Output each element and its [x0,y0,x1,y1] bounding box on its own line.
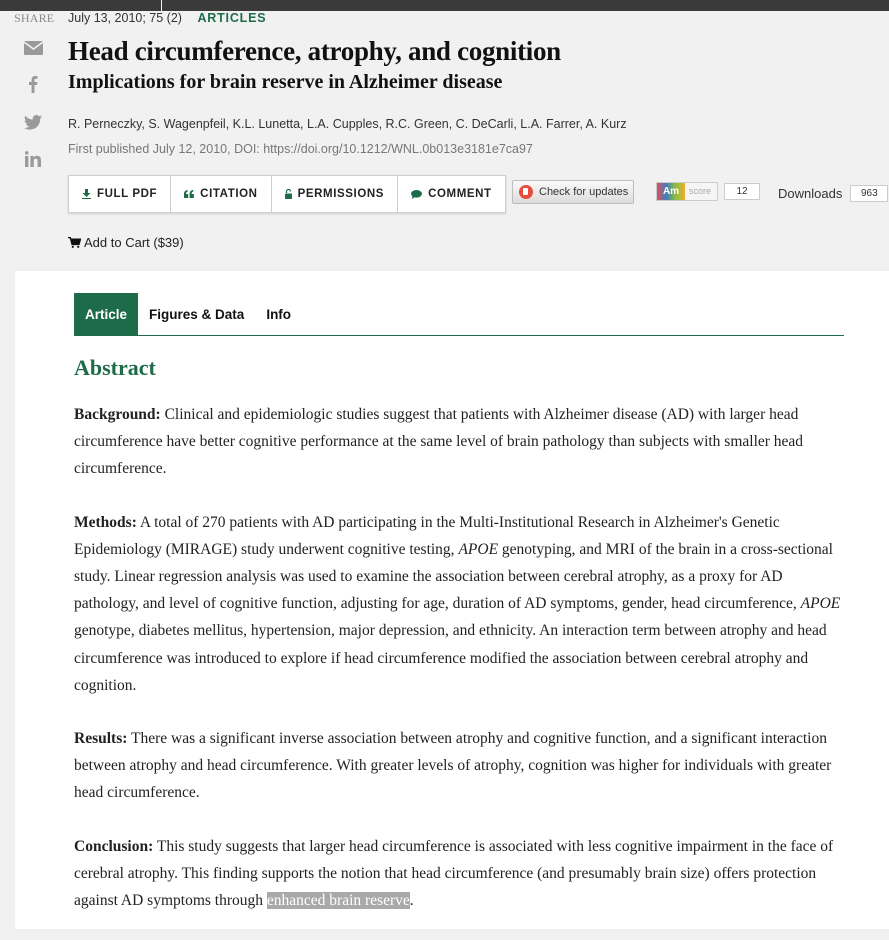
quote-icon [184,190,194,198]
add-to-cart-label: Add to Cart ($39) [84,235,184,250]
linkedin-icon[interactable] [22,148,44,170]
author-list[interactable]: R. Perneczky, S. Wagenpfeil, K.L. Lunetta, L.A. Cupples, R.C. Green, C. DeCarli, L.A. Farrer, A. Kurz [68,117,627,131]
full-pdf-label: FULL PDF [97,188,158,200]
top-bar [0,0,889,11]
downloads-count: 963 [850,185,888,202]
altmetric-count: 12 [724,183,760,200]
altmetric-badge[interactable] [656,182,760,200]
check-updates-label: Check for updates [539,186,629,198]
tab-info[interactable]: Info [266,306,292,322]
conclusion-end: . [409,892,414,910]
comment-label: COMMENT [428,188,492,200]
crossmark-icon [519,185,533,199]
twitter-icon[interactable] [22,111,44,133]
issue-meta [68,11,266,25]
article-content-panel [15,271,889,929]
altmetric-score-box [656,182,718,201]
cart-icon [68,237,81,248]
article-tabs [74,293,844,336]
background-label: Background: [74,406,161,423]
methods-text-2: genotyping, and MRI of the brain in a cross-sectional study. Linear regression analysis was used to examine the association between cerebral atrophy, as a proxy for AD pathology, and level of cognitive function, adjusting for age, duration of AD symptoms, gender, head circumference, [74,540,833,613]
permissions-label: PERMISSIONS [297,188,385,200]
publication-info: First published July 12, 2010, DOI: https://doi.org/10.1212/WNL.0b013e3181e7ca97 [68,142,533,156]
background-text: Clinical and epidemiologic studies suggest that patients with Alzheimer disease (AD) with larger head circumference have better cognitive performance at the same level of brain pathology than subjects with smaller head circumference. [74,406,804,478]
methods-apoe-1: APOE [458,540,499,558]
conclusion-text: This study suggests that larger head circumference is associated with less cognitive impairment in the face of cerebral atrophy. This finding supports the notion that head circumference (and presumably brain size) offers protection against AD symptoms through [74,837,834,910]
section-link[interactable]: ARTICLES [197,11,267,25]
email-icon[interactable] [22,37,44,59]
facebook-icon[interactable] [22,73,44,95]
selected-text-highlight[interactable]: enhanced brain reserve [266,892,410,910]
permissions-button[interactable] [272,176,398,212]
comment-icon [411,190,422,199]
downloads-label: Downloads [778,186,843,201]
citation-button[interactable] [171,176,271,212]
downloads-counter [778,185,888,202]
conclusion-label: Conclusion: [74,837,154,855]
methods-text-1: A total of 270 patients with AD participating in the Multi-Institutional Research in Alzheimer's Genetic Epidemiology (MIRAGE) study underwent cognitive testing, [74,513,780,558]
add-to-cart-link[interactable] [68,235,184,250]
full-pdf-button[interactable] [69,176,171,212]
abstract-background [74,401,846,483]
abstract-results [74,725,846,807]
issue-date: July 13, 2010; 75 (2) [68,11,182,25]
abstract-heading: Abstract [74,355,156,380]
top-bar-notch [161,0,162,11]
article-subtitle: Implications for brain reserve in Alzheimer disease [68,71,503,93]
abstract-conclusion [74,833,846,915]
abstract-methods [74,509,846,699]
download-icon [82,189,91,199]
methods-text-3: genotype, diabetes mellitus, hypertension, major depression, and ethnicity. An interaction term between atrophy and head circumference was introduced to explore if head circumference modified the association between cerebral atrophy and cognition. [74,622,827,694]
check-for-updates-button[interactable] [512,180,634,204]
tab-article[interactable]: Article [74,293,138,335]
results-text: There was a significant inverse association between atrophy and cognitive function, and a significant interaction between atrophy and head circumference. With greater levels of atrophy, cognition was higher for individuals with greater head circumference. [74,730,832,802]
citation-label: CITATION [200,188,258,200]
results-label: Results: [74,730,128,748]
unlock-icon [285,189,292,199]
article-actions [68,175,506,213]
methods-label: Methods: [74,513,137,531]
abstract-body [74,401,846,940]
article-title: Head circumference, atrophy, and cognition [68,36,561,66]
tab-figures-data[interactable]: Figures & Data [149,306,245,322]
methods-apoe-2: APOE [800,595,841,613]
altmetric-logo: Am [657,183,685,200]
comment-button[interactable] [398,176,505,212]
share-label: SHARE [14,11,55,25]
altmetric-label: score [689,186,712,196]
